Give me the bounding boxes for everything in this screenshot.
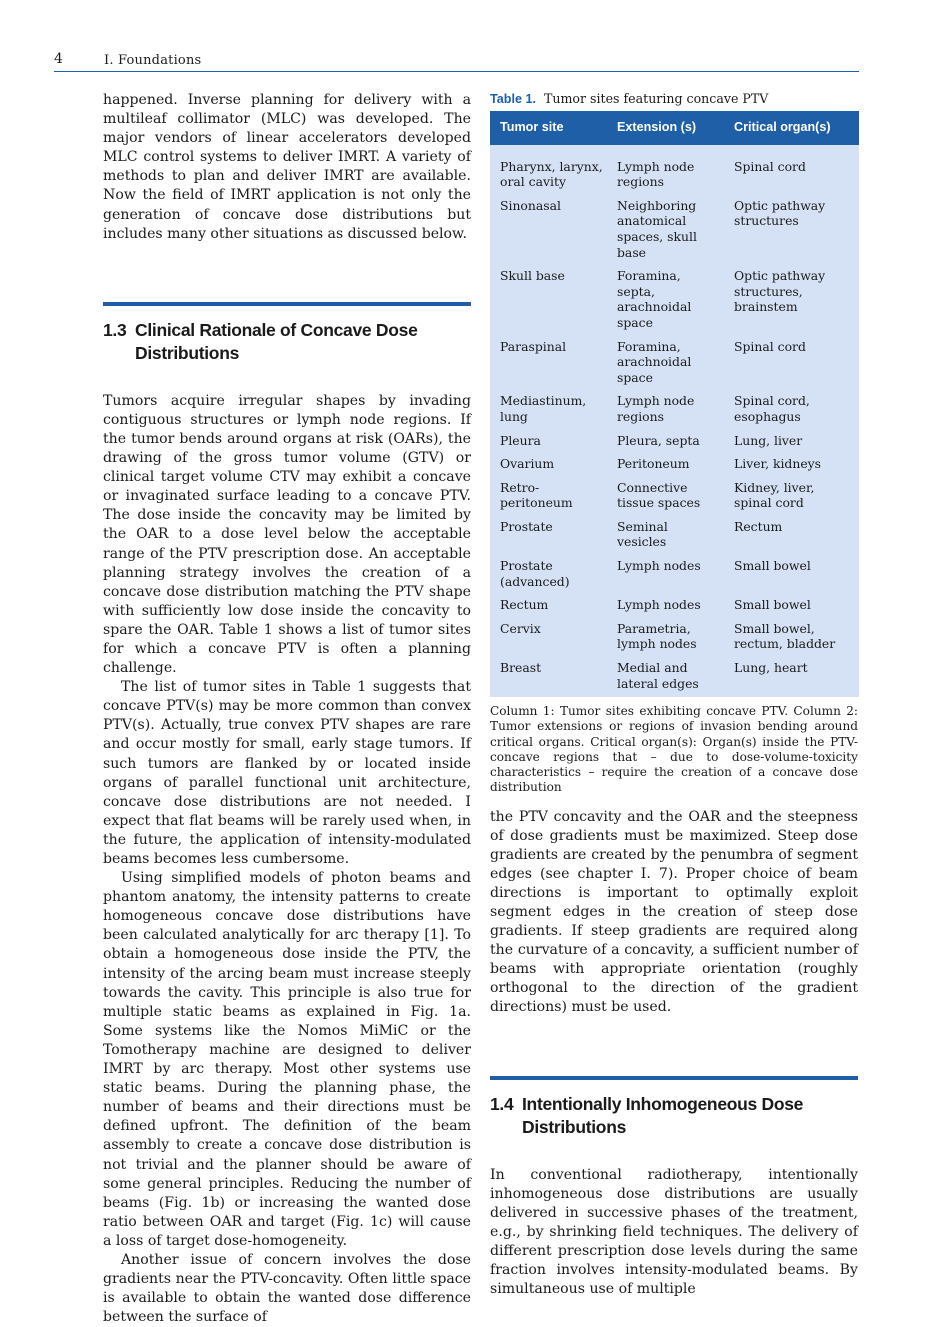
column-header: Critical organ(s) bbox=[724, 111, 859, 145]
section-title: Intentionally Inhomogeneous Dose Distributions bbox=[522, 1093, 804, 1137]
table-cell: Lymph node regions bbox=[617, 158, 695, 190]
right-column bbox=[490, 91, 858, 1299]
table-cell: Small bowel bbox=[734, 597, 811, 613]
tumor-sites-table bbox=[490, 111, 859, 697]
table-cell: Parametria, lymph nodes bbox=[617, 620, 697, 652]
table-row bbox=[490, 335, 859, 390]
table-cell: Cervix bbox=[500, 620, 541, 636]
table-caption bbox=[490, 91, 858, 106]
table-cell: Liver, kidneys bbox=[734, 456, 822, 472]
table-row bbox=[490, 617, 859, 656]
table-cell: Optic pathway structures bbox=[734, 197, 826, 229]
table-cell: Prostate (advanced) bbox=[500, 558, 570, 589]
table-row bbox=[490, 389, 859, 428]
table-cell: Skull base bbox=[500, 268, 565, 284]
table-cell: Connective tissue spaces bbox=[617, 479, 701, 511]
table-cell: Lung, liver bbox=[734, 432, 803, 448]
table-row bbox=[490, 476, 859, 515]
table-row bbox=[490, 515, 859, 554]
table-cell: Spinal cord, esophagus bbox=[734, 393, 810, 424]
table-cell: Peritoneum bbox=[617, 456, 690, 472]
paragraph: In conventional radiotherapy, intentionally inhomogeneous dose distributions are usually delivered in successive phases of the treatment, e.g., by shrinking field techniques. The delivery of different prescription dose levels during the same fraction involves intensity-modulated beams. By simultaneous use of multiple bbox=[490, 1166, 858, 1298]
table-cell: Rectum bbox=[734, 518, 783, 534]
table-header-row bbox=[490, 111, 859, 145]
table-cell: Foramina, septa, arachnoidal space bbox=[617, 268, 692, 330]
section-heading bbox=[103, 302, 471, 365]
table-row bbox=[490, 429, 859, 453]
header-rule bbox=[54, 71, 859, 72]
table-cell: Paraspinal bbox=[500, 338, 567, 354]
page-number: 4 bbox=[54, 51, 63, 67]
table-note: Column 1: Tumor sites exhibiting concave PTV. Column 2: Tumor extensions or regions of invasion bending around critical organs. Critical organ(s): Organ(s) inside the PTV-concave regions that – due to dose-volume-toxicity characteristics – require the creation of a concave dose distribution bbox=[490, 704, 858, 795]
table-cell: Kidney, liver, spinal cord bbox=[734, 479, 815, 511]
table-cell: Pharynx, larynx, oral cavity bbox=[500, 158, 603, 190]
section-number: 1.4 bbox=[490, 1093, 514, 1114]
paragraph: the PTV concavity and the OAR and the steepness of dose gradients must be maximized. Steep dose gradients are created by the penumbra of segment edges (see chapter I. 7). Proper choice of beam directions is important to optimally exploit segment edges in the creation of steep dose gradients. If steep gradients are required along the curvature of a concavity, a sufficient number of beams with appropriate orientation (roughly orthogonal to the direction of the gradient directions) must be used. bbox=[490, 808, 858, 1016]
section-heading bbox=[490, 1076, 858, 1139]
section-title: Clinical Rationale of Concave Dose Distributions bbox=[135, 319, 418, 363]
table-cell: Foramina, arachnoidal space bbox=[617, 338, 692, 385]
table-cell: Sinonasal bbox=[500, 197, 561, 213]
section-rule bbox=[103, 302, 471, 306]
table-row bbox=[490, 264, 859, 334]
table-cell: Medial and lateral edges bbox=[617, 660, 699, 691]
table-caption-text: Tumor sites featuring concave PTV bbox=[543, 91, 769, 106]
table-cell: Small bowel bbox=[734, 558, 811, 574]
column-header: Tumor site bbox=[490, 111, 607, 145]
table-cell: Spinal cord bbox=[734, 338, 806, 354]
table-row bbox=[490, 145, 859, 194]
table-row bbox=[490, 452, 859, 476]
table-cell: Pleura, septa bbox=[617, 432, 700, 448]
paragraph: The list of tumor sites in Table 1 suggests that concave PTV(s) may be more common than convex PTV(s). Actually, true convex PTV shapes are rare and occur mostly for small, early stage tumors. If such tumors are flanked by or located inside organs of parallel functional unit architecture, concave dose distributions are not needed. I expect that flat beams will be rarely used when, in the future, the application of intensity-modulated beams becomes less cumbersome. bbox=[103, 679, 471, 867]
table-cell: Lymph nodes bbox=[617, 597, 701, 613]
column-header: Extension (s) bbox=[607, 111, 724, 145]
table-body bbox=[490, 145, 859, 698]
table-cell: Breast bbox=[500, 660, 542, 676]
section-number: 1.3 bbox=[103, 319, 127, 340]
table-label: Table 1. bbox=[490, 92, 536, 106]
table-cell: Optic pathway structures, brainstem bbox=[734, 268, 826, 315]
table-cell: Lymph nodes bbox=[617, 558, 701, 574]
paragraph: Using simplified models of photon beams and phantom anatomy, the intensity patterns to create homogeneous concave dose distributions have been calculated analytically for arc therapy [1]. To obtain a homogeneous dose inside the PTV, the intensity of the arcing beam must increase steeply towards the cavity. This principle is also true for multiple static beams as explained in Fig. 1a. Some systems like the Nomos MiMiC or the Tomotherapy machine are designed to deliver IMRT by arc therapy. Most other systems use static beams. During the planning phase, the number of beams and their directions must be defined upfront. The definition of the beam assembly to create a concave dose distribution is not trivial and the planner should be aware of some general principles. Reducing the number of beams (Fig. 1b) or increasing the wanted dose ratio between OAR and target (Fig. 1c) will cause a loss of target dose-homogeneity. bbox=[103, 870, 471, 1249]
table-cell: Rectum bbox=[500, 597, 549, 613]
page-header bbox=[54, 51, 859, 73]
table-cell: Ovarium bbox=[500, 456, 555, 472]
table-row bbox=[490, 194, 859, 264]
left-column bbox=[103, 91, 471, 1327]
table-cell: Retro-peritoneum bbox=[500, 479, 573, 511]
paragraph: Tumors acquire irregular shapes by invading contiguous structures or lymph node regions. If the tumor bends around organs at risk (OARs), the drawing of the gross tumor volume (GTV) or clinical target volume CTV may exhibit a concave or invaginated surface leading to a concave PTV. The dose inside the concavity may be limited by the OAR to a dose level below the acceptable range of the PTV prescription dose. An acceptable planning strategy involves the creation of a concave dose distribution matching the PTV shape with sufficiently low dose inside the concavity to spare the OAR. Table 1 shows a list of tumor sites for which a concave PTV is often a planning challenge. bbox=[103, 392, 471, 677]
paragraph: happened. Inverse planning for delivery with a multileaf collimator (MLC) was developed. The major vendors of linear accelerators developed MLC control systems to deliver IMRT. A variety of methods to plan and deliver IMRT are available. Now the field of IMRT application is not only the generation of concave dose distributions but includes many other situations as discussed below. bbox=[103, 92, 471, 242]
table-cell: Seminal vesicles bbox=[617, 518, 668, 550]
table-cell: Spinal cord bbox=[734, 158, 806, 174]
table-cell: Prostate bbox=[500, 518, 553, 534]
running-title: I. Foundations bbox=[104, 53, 202, 68]
table-row bbox=[490, 593, 859, 617]
table-row bbox=[490, 554, 859, 593]
section-rule bbox=[490, 1076, 858, 1080]
table-cell: Lymph node regions bbox=[617, 393, 695, 424]
table-cell: Neighboring anatomical spaces, skull base bbox=[617, 197, 697, 260]
table-cell: Pleura bbox=[500, 432, 541, 448]
table-cell: Mediastinum, lung bbox=[500, 393, 587, 424]
table-cell: Small bowel, rectum, bladder bbox=[734, 620, 836, 652]
table-row bbox=[490, 656, 859, 697]
table-cell: Lung, heart bbox=[734, 660, 808, 676]
paragraph: Another issue of concern involves the dose gradients near the PTV-concavity. Often little space is available to obtain the wanted dose difference between the surface of bbox=[103, 1251, 471, 1326]
